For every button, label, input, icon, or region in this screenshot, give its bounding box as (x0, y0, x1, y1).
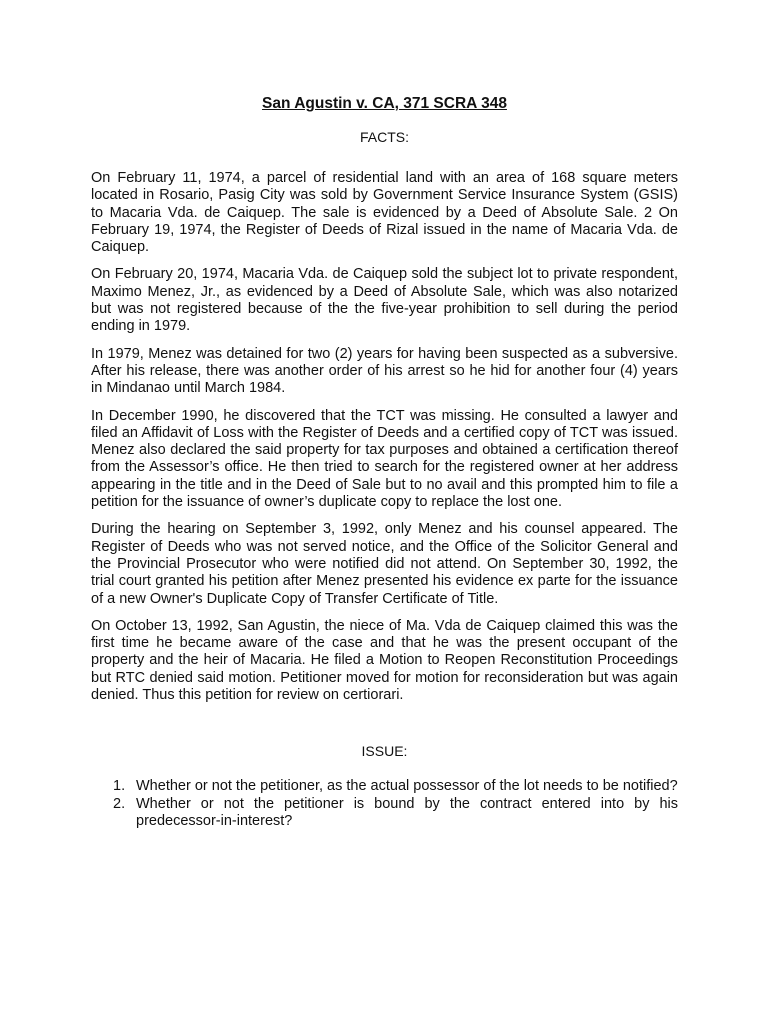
issue-number: 1. (113, 778, 126, 795)
issue-text: Whether or not the petitioner is bound by the contract entered into by his predecessor-in-interest? (136, 795, 678, 829)
facts-paragraph: On February 20, 1974, Macaria Vda. de Caiquep sold the subject lot to private respondent, Maximo Menez, Jr., as evidenced by a Deed of Absolute Sale, which was also notarized but was not registered because of the the five-year prohibition to sell during the period ending in 1979. (91, 266, 678, 335)
issue-text: Whether or not the petitioner, as the actual possessor of the lot needs to be notified? (136, 778, 678, 795)
facts-paragraph: On February 11, 1974, a parcel of residential land with an area of 168 square meters located in Rosario, Pasig City was sold by Government Service Insurance System (GSIS) to Macaria Vda. de Caiquep. The sale is evidenced by a Deed of Absolute Sale. 2 On February 19, 1974, the Register of Deeds of Rizal issued in the name of Macaria Vda. de Caiquep. (91, 170, 678, 256)
facts-paragraph: During the hearing on September 3, 1992, only Menez and his counsel appeared. The Register of Deeds who was not served notice, and the Office of the Solicitor General and the Provincial Prosecutor who were notified did not attend. On September 30, 1992, the trial court granted his petition after Menez presented his evidence ex parte for the issuance of a new Owner's Duplicate Copy of Transfer Certificate of Title. (91, 521, 678, 607)
document-title: San Agustin v. CA, 371 SCRA 348 (262, 95, 507, 112)
facts-paragraph: In 1979, Menez was detained for two (2) years for having been suspected as a subversive. After his release, there was another order of his arrest so he hid for another four (4) years in Mindanao until March 1984. (91, 345, 678, 397)
issue-number: 2. (113, 795, 126, 812)
document-body (91, 94, 678, 830)
issue-list (91, 778, 678, 830)
facts-heading: FACTS: (359, 129, 409, 145)
issue-item (91, 796, 678, 831)
issue-heading: ISSUE: (361, 743, 408, 760)
issue-item (91, 778, 678, 795)
facts-paragraph: On October 13, 1992, San Agustin, the niece of Ma. Vda de Caiquep claimed this was the first time he became aware of the case and that he was the present occupant of the property and the heir of Macaria. He filed a Motion to Reopen Reconstitution Proceedings but RTC denied said motion. Petitioner moved for motion for reconsideration but was again denied. Thus this petition for review on certiorari. (91, 617, 678, 704)
facts-paragraph: In December 1990, he discovered that the TCT was missing. He consulted a lawyer and filed an Affidavit of Loss with the Register of Deeds and a certified copy of TCT was issued. Menez also declared the said property for tax purposes and obtained a certification thereof from the Assessor’s office. He then tried to search for the registered owner at her address appearing in the title and in the Deed of Sale but to no avail and this prompted him to file a petition for the issuance of owner’s duplicate copy to replace the lost one. (91, 407, 678, 511)
